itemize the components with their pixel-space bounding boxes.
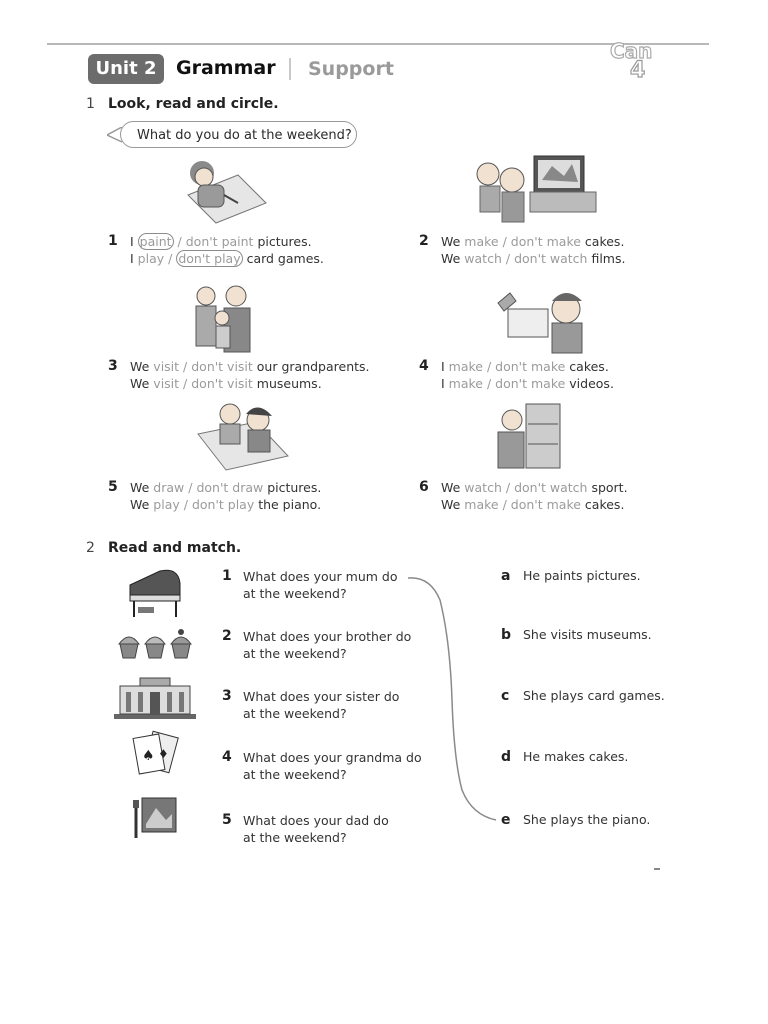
option-positive[interactable]: visit [153, 376, 180, 391]
line-end: videos. [565, 376, 614, 391]
line-start: I [441, 359, 449, 374]
option-positive[interactable]: make [464, 234, 499, 249]
question-number: 1 [222, 568, 232, 584]
item-number: 4 [419, 358, 429, 374]
line-end: films. [587, 251, 626, 266]
line-end: museums. [252, 376, 322, 391]
line-end: the piano. [254, 497, 322, 512]
option-positive[interactable]: draw [153, 480, 185, 495]
question-number: 4 [222, 749, 232, 765]
item-number: 3 [108, 358, 118, 374]
question-line-2: at the weekend? [243, 646, 347, 661]
question-line-1: What does your sister do [243, 689, 400, 704]
page-mark [654, 868, 660, 870]
option-separator: / [498, 497, 511, 512]
line-end: pictures. [253, 234, 312, 249]
option-positive[interactable]: make [448, 359, 483, 374]
line-start: We [441, 497, 465, 512]
option-negative[interactable]: don't visit [191, 359, 253, 374]
answer-letter: e [501, 812, 511, 828]
option-separator: / [173, 234, 186, 249]
item-number: 1 [108, 233, 118, 249]
page-subtitle: Support [308, 58, 394, 80]
answer-letter: a [501, 568, 511, 584]
line-start: We [130, 480, 154, 495]
option-positive[interactable]: play [137, 251, 165, 266]
option-negative[interactable]: don't watch [514, 480, 588, 495]
answer-text: She plays the piano. [523, 812, 651, 827]
question-line-2: at the weekend? [243, 767, 347, 782]
option-separator: / [179, 497, 192, 512]
exercise2-instruction: Read and match. [108, 540, 242, 556]
question-line-1: What does your dad do [243, 813, 389, 828]
question-number: 3 [222, 688, 232, 704]
svg-text:Can: Can [610, 39, 653, 63]
answer-letter: c [501, 688, 510, 704]
line-start: We [441, 234, 465, 249]
question-line-1: What does your grandma do [243, 750, 422, 765]
line-start: We [130, 376, 154, 391]
option-separator: / [164, 251, 177, 266]
line-start: We [441, 251, 465, 266]
speech-bubble: What do you do at the weekend? [120, 121, 357, 148]
question-line-2: at the weekend? [243, 706, 347, 721]
question-line-1: What does your mum do [243, 569, 398, 584]
option-circled[interactable]: don't play [178, 251, 241, 266]
answer-text: She plays card games. [523, 688, 665, 703]
item-number: 5 [108, 479, 118, 495]
unit-badge: Unit 2 [88, 54, 164, 84]
line-end: our grandparents. [252, 359, 370, 374]
answer-text: He makes cakes. [523, 749, 629, 764]
line-end: card games. [242, 251, 324, 266]
option-circled[interactable]: paint [139, 234, 172, 249]
line-end: pictures. [263, 480, 322, 495]
line-start: I [130, 234, 138, 249]
exercise1-number: 1 [86, 96, 95, 112]
option-separator: / [498, 234, 511, 249]
item-number: 2 [419, 233, 429, 249]
line-end: cakes. [580, 234, 625, 249]
line-start: I [441, 376, 449, 391]
option-separator: / [483, 376, 496, 391]
exercise2-number: 2 [86, 540, 95, 556]
option-positive[interactable]: play [153, 497, 180, 512]
line-start: We [130, 497, 154, 512]
option-negative[interactable]: don't draw [196, 480, 264, 495]
line-start: We [441, 480, 465, 495]
option-positive[interactable]: visit [153, 359, 180, 374]
line-end: cakes. [565, 359, 609, 374]
item-number: 6 [419, 479, 429, 495]
option-separator: / [501, 251, 515, 266]
option-separator: / [184, 480, 197, 495]
svg-text:♦: ♦ [158, 747, 169, 761]
option-separator: / [179, 359, 192, 374]
answer-text: He paints pictures. [523, 568, 641, 583]
option-positive[interactable]: watch [464, 480, 502, 495]
option-negative[interactable]: don't make [510, 497, 581, 512]
option-negative[interactable]: don't visit [191, 376, 253, 391]
option-negative[interactable]: don't make [510, 234, 581, 249]
option-positive[interactable]: watch [464, 251, 502, 266]
option-negative[interactable]: don't watch [514, 251, 588, 266]
option-positive[interactable]: make [464, 497, 499, 512]
option-negative[interactable]: don't make [495, 376, 566, 391]
line-start: I [130, 251, 138, 266]
answer-letter: d [501, 749, 512, 765]
exercise1-instruction: Look, read and circle. [108, 96, 279, 112]
answer-letter: b [501, 627, 512, 643]
option-separator: / [179, 376, 192, 391]
question-number: 2 [222, 628, 232, 644]
svg-text:4: 4 [630, 58, 646, 80]
question-line-2: at the weekend? [243, 586, 347, 601]
page-title: Grammar [176, 57, 276, 79]
answer-text: She visits museums. [523, 627, 652, 642]
question-line-2: at the weekend? [243, 830, 347, 845]
question-number: 5 [222, 812, 232, 828]
option-negative[interactable]: don't make [495, 359, 566, 374]
svg-text:♠: ♠ [142, 748, 155, 764]
option-positive[interactable]: make [448, 376, 483, 391]
question-line-1: What does your brother do [243, 629, 412, 644]
option-negative[interactable]: don't play [191, 497, 255, 512]
line-end: cakes. [580, 497, 625, 512]
option-separator: / [501, 480, 515, 495]
line-end: sport. [587, 480, 628, 495]
line-start: We [130, 359, 154, 374]
option-separator: / [483, 359, 496, 374]
option-negative[interactable]: don't paint [185, 234, 254, 249]
